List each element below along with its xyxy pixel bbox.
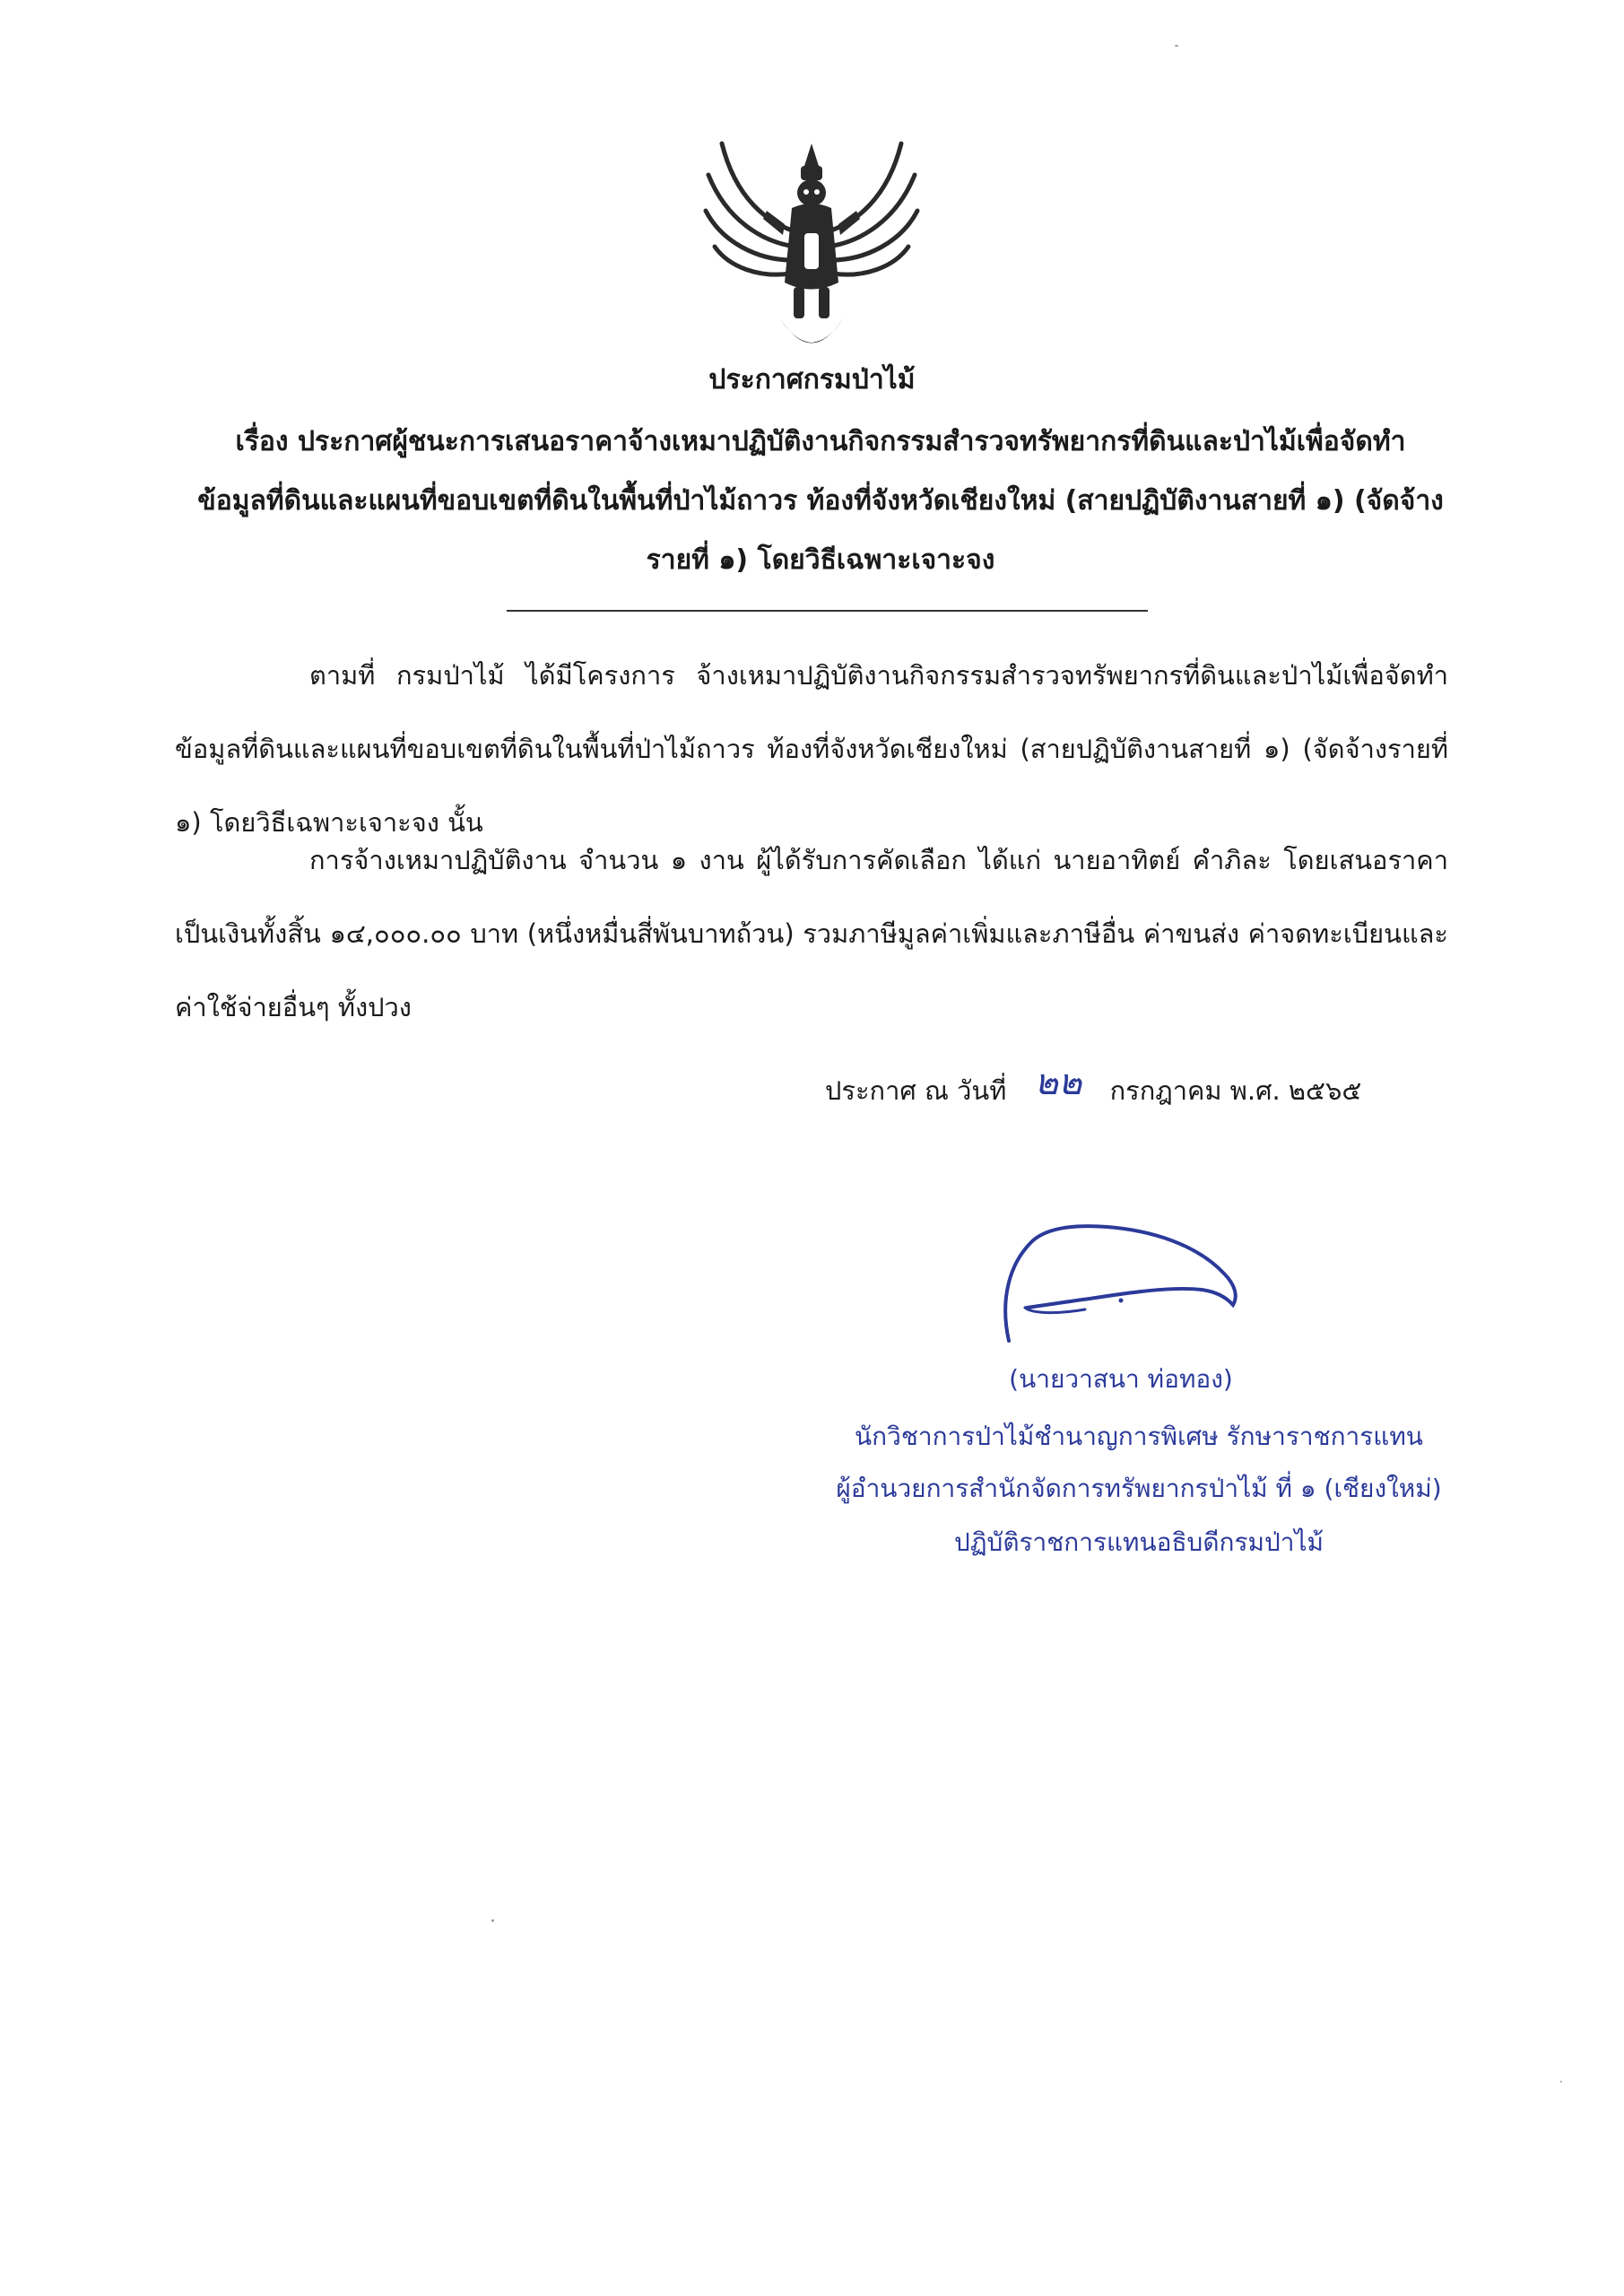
signer-position: ผู้อำนวยการสำนักจัดการทรัพยากรป่าไม้ ที่ ๑ (เชียงใหม่) [836, 1474, 1442, 1503]
handwritten-signature-icon [991, 1220, 1260, 1354]
scan-speck [1560, 2081, 1562, 2083]
document-subject [179, 413, 1462, 590]
subject-line: รายที่ ๑) โดยวิธีเฉพาะเจาะจง [646, 544, 995, 576]
scan-speck [1175, 45, 1178, 47]
signer-position: ปฏิบัติราชการแทนอธิบดีกรมป่าไม้ [953, 1527, 1324, 1557]
signer-position: นักวิชาการป่าไม้ชำนาญการพิเศษ รักษาราชการแทน [855, 1422, 1423, 1451]
scan-speck [491, 1919, 494, 1922]
body-paragraph-2 [175, 823, 1448, 1044]
document-title: ประกาศกรมป่าไม้ [708, 364, 916, 396]
subject-line: ข้อมูลที่ดินและแผนที่ขอบเขตที่ดินในพื้นที่ป่าไม้ถาวร ท้องที่จังหวัดเชียงใหม่ (สายปฏิบัติงานสายที่ ๑) (จัดจ้าง [197, 485, 1444, 517]
garuda-emblem-icon [695, 126, 928, 368]
separator-line [507, 610, 1148, 612]
paragraph-text: การจ้างเหมาปฏิบัติงาน จำนวน ๑ งาน ผู้ได้รับการคัดเลือก ได้แก่ นายอาทิตย์ คำภิละ โดยเสนอราคาเป็นเงินทั้งสิ้น ๑๔,๐๐๐.๐๐ บาท (หนึ่งหมื่นสี่พันบาทถ้วน) รวมภาษีมูลค่าเพิ่มและภาษีอื่น ค่าขนส่ง ค่าจดทะเบียนและค่าใช้จ่ายอื่นๆ ทั้งปวง [175, 845, 1448, 1022]
subject-line: เรื่อง ประกาศผู้ชนะการเสนอราคาจ้างเหมาปฏิบัติงานกิจกรรมสำรวจทรัพยากรที่ดินและป่าไม้เพื่อจัดทำ [235, 426, 1406, 457]
date-month-year: กรกฎาคม พ.ศ. ๒๕๖๕ [1109, 1075, 1362, 1106]
paragraph-text: ตามที่ กรมป่าไม้ ได้มีโครงการ จ้างเหมาปฏิบัติงานกิจกรรมสำรวจทรัพยากรที่ดินและป่าไม้เพื่อจัดทำข้อมูลที่ดินและแผนที่ขอบเขตที่ดินในพื้นที่ป่าไม้ถาวร ท้องที่จังหวัดเชียงใหม่ (สายปฏิบัติงานสายที่ ๑) (จัดจ้างรายที่ ๑) โดยวิธีเฉพาะเจาะจง นั้น [175, 660, 1448, 838]
date-prefix: ประกาศ ณ วันที่ [825, 1075, 1007, 1106]
signer-name: (นายวาสนา ท่อทอง) [1009, 1364, 1233, 1394]
announcement-date [825, 1058, 1361, 1116]
date-day-handwritten: ๒๒ [1034, 1062, 1082, 1103]
